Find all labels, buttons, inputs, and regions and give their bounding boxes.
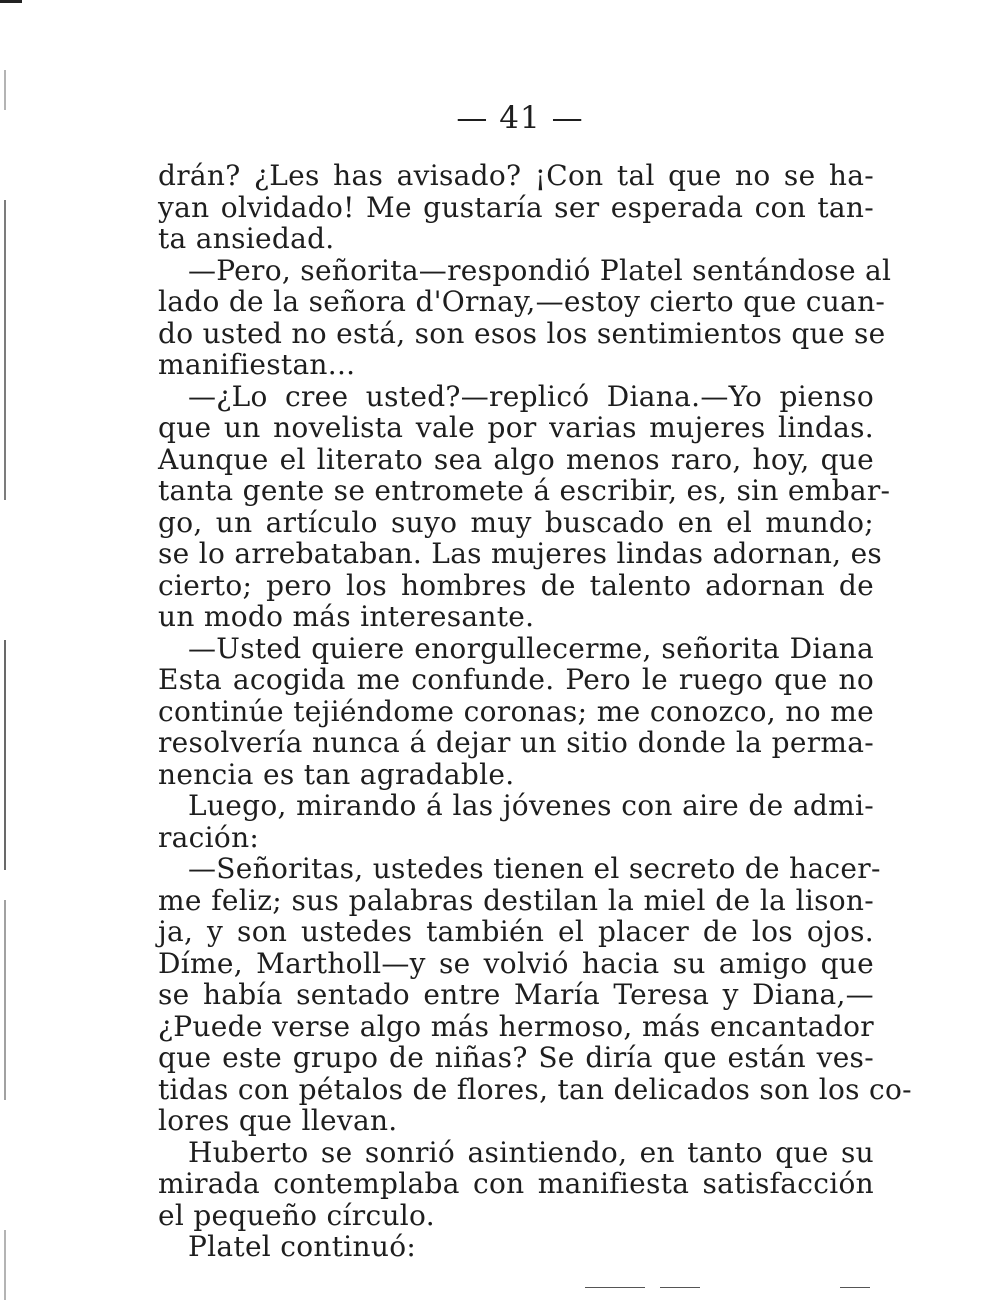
text-line: se lo arrebataban. Las mujeres lindas adornan, es [158, 537, 883, 570]
text-line: Esta acogida me confunde. Pero le ruego que no [158, 663, 874, 696]
scan-edge-mark [4, 70, 6, 110]
text-line: Luego, mirando á las jóvenes con aire de admi- [188, 789, 874, 822]
text-line: tanta gente se entromete á escribir, es, sin embar- [158, 474, 891, 507]
text-line: Aunque el literato sea algo menos raro, hoy, que [158, 442, 874, 476]
scan-edge-mark [4, 200, 6, 500]
text-line: cierto; pero los hombres de talento adornan de [158, 568, 874, 602]
text-line: do usted no está, son esos los sentimientos que se [158, 316, 886, 350]
text-line: el pequeño círculo. [158, 1198, 435, 1232]
text-line: ja, y son ustedes también el placer de los ojos. [158, 915, 874, 948]
text-line: lores que llevan. [158, 1104, 398, 1137]
text-line: Huberto se sonrió asintiendo, en tanto que su [188, 1135, 874, 1169]
text-line: tidas con pétalos de flores, tan delicados son los co- [158, 1072, 912, 1106]
text-line: resolvería nunca á dejar un sitio donde la perma- [158, 726, 874, 759]
text-line: ta ansiedad. [158, 222, 335, 255]
footer-smudge [840, 1287, 870, 1288]
text-line: drán? ¿Les has avisado? ¡Con tal que no se ha- [158, 159, 874, 192]
footer-smudge [660, 1287, 700, 1288]
text-line: —Usted quiere enorgullecerme, señorita Diana [188, 631, 874, 665]
text-line: Díme, Martholl—y se volvió hacia su amigo que [158, 946, 874, 980]
text-line: go, un artículo suyo muy buscado en el mundo; [158, 505, 874, 539]
text-line: ¿Puede verse algo más hermoso, más encantador [158, 1009, 874, 1043]
text-line: un modo más interesante. [158, 600, 535, 633]
text-line: lado de la señora d'Ornay,—estoy cierto que cuan- [158, 285, 886, 318]
text-line: ración: [158, 820, 260, 854]
text-line: manifiestan... [158, 348, 356, 381]
text-line: Platel continuó: [188, 1230, 417, 1263]
text-line: que un novelista vale por varias mujeres lindas. [158, 411, 874, 444]
text-line: continúe tejiéndome coronas; me conozco, no me [158, 694, 874, 728]
scan-edge-mark [4, 640, 6, 870]
footer-smudge [585, 1287, 645, 1288]
text-line: —Pero, señorita—respondió Platel sentándose al [188, 253, 892, 287]
body-text [158, 159, 912, 1263]
text-line: me feliz; sus palabras destilan la miel de la lison- [158, 883, 874, 917]
text-line: nencia es tan agradable. [158, 757, 515, 791]
text-line: —Señoritas, ustedes tienen el secreto de hacer- [188, 852, 881, 885]
scan-edge-mark [4, 1230, 6, 1300]
text-line: —¿Lo cree usted?—replicó Diana.—Yo pienso [188, 379, 874, 413]
text-line: yan olvidado! Me gustaría ser esperada con tan- [158, 190, 874, 224]
text-line: se había sentado entre María Teresa y Diana,— [158, 978, 874, 1011]
scan-edge-mark [4, 900, 6, 1100]
text-line: que este grupo de niñas? Se diría que están ves- [158, 1041, 874, 1074]
text-line: mirada contemplaba con manifiesta satisfacción [158, 1167, 874, 1200]
scan-corner-mark [0, 0, 22, 3]
page-number: — 41 — [456, 100, 584, 136]
